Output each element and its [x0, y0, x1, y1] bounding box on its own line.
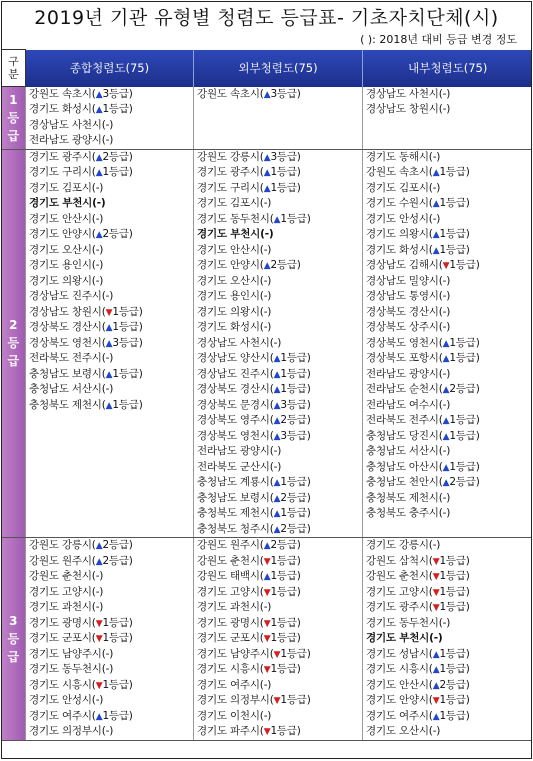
down-arrow-icon: ▼ — [263, 727, 271, 737]
list-item: 경기도 부천시(-) — [29, 197, 106, 209]
grade-section-row — [2, 149, 533, 538]
list-item: 전라남도 광양시(-) — [29, 134, 114, 146]
list-item: 강원도 춘천시(▼1등급) — [366, 570, 470, 582]
list-item: 경기도 안산시(▲2등급) — [366, 678, 470, 691]
down-arrow-icon: ▼ — [432, 572, 440, 582]
up-arrow-icon: ▲ — [105, 400, 113, 411]
grade-label-text: 1등급 — [7, 92, 20, 143]
up-arrow-icon: ▲ — [442, 431, 450, 442]
down-arrow-icon: ▼ — [105, 307, 113, 318]
list-item: 충청북도 제천시(▲1등급) — [197, 507, 311, 519]
up-arrow-icon: ▲ — [95, 168, 103, 178]
column-header-internal: 내부청렴도(75) — [363, 50, 533, 87]
list-item: 경상북도 경산시(-) — [366, 305, 451, 318]
list-item: 경기도 안양시(▼1등급) — [366, 694, 470, 706]
grade-table-page — [1, 1, 532, 759]
up-arrow-icon: ▲ — [273, 369, 281, 380]
up-arrow-icon: ▲ — [442, 385, 450, 395]
list-item: 강원도 속초시(▲1등급) — [366, 166, 470, 178]
list-item: 전라남도 광양시(-) — [197, 445, 282, 457]
down-arrow-icon: ▼ — [95, 634, 103, 644]
list-item: 충청북도 청주시(▲2등급) — [197, 522, 311, 535]
down-arrow-icon: ▼ — [273, 649, 281, 660]
list-item: 경기도 남양주시(▼1등급) — [197, 647, 311, 660]
up-arrow-icon: ▲ — [432, 649, 440, 660]
up-arrow-icon: ▲ — [263, 152, 271, 163]
list-item: 충청남도 보령시(▲1등급) — [29, 367, 143, 380]
up-arrow-icon: ▲ — [273, 524, 281, 535]
list-item: 경기도 여주시(▲1등급) — [366, 709, 470, 722]
list-item: 경기도 부천시(-) — [197, 228, 274, 240]
list-item: 전라남도 순천시(▲2등급) — [366, 383, 480, 395]
column-header-overall: 종합청렴도(75) — [26, 50, 194, 87]
list-item: 충청남도 당진시(▲1등급) — [366, 429, 480, 442]
up-arrow-icon: ▲ — [263, 572, 271, 582]
list-item: 경상남도 창원시(▼1등급) — [29, 305, 143, 318]
list-item: 경기도 안양시(▲2등급) — [197, 259, 301, 271]
list-item: 강원도 원주시(▲2등급) — [197, 539, 301, 551]
list-item: 경상북도 경산시(▲1등급) — [29, 321, 143, 333]
up-arrow-icon: ▲ — [263, 168, 271, 178]
cell-external — [194, 538, 363, 741]
list-item: 경기도 광주시(▲2등급) — [29, 150, 133, 163]
grade-label-text: 2등급 — [7, 318, 20, 369]
list-item: 경상남도 양산시(▲1등급) — [197, 352, 311, 364]
list-item: 경기도 화성시(-) — [197, 321, 272, 333]
list-item: 충청남도 아산시(▲1등급) — [366, 460, 480, 473]
list-item: 경기도 고양시(▼1등급) — [197, 585, 301, 598]
cell-internal — [363, 149, 533, 538]
up-arrow-icon: ▲ — [95, 230, 103, 240]
grade-table — [1, 49, 532, 741]
up-arrow-icon: ▲ — [442, 338, 450, 349]
up-arrow-icon: ▲ — [432, 199, 440, 209]
up-arrow-icon: ▲ — [263, 183, 271, 194]
list-item: 경기도 군포시(▼1등급) — [29, 632, 133, 644]
up-arrow-icon: ▲ — [273, 385, 281, 395]
list-item: 경기도 안산시(-) — [29, 212, 104, 225]
list-item: 경기도 안양시(▲2등급) — [29, 228, 133, 240]
column-header-external: 외부청렴도(75) — [194, 50, 363, 87]
list-item: 전라남도 광양시(-) — [366, 367, 451, 380]
list-item: 경기도 고양시(-) — [29, 585, 104, 598]
up-arrow-icon: ▲ — [442, 416, 450, 426]
list-item: 강원도 강릉시(▲2등급) — [29, 539, 133, 551]
list-item: 경기도 의왕시(▲1등급) — [366, 228, 470, 240]
list-item: 경기도 남양주시(-) — [29, 647, 114, 660]
list-item: 경기도 오산시(-) — [29, 243, 104, 256]
grade-label — [2, 87, 26, 150]
cell-internal — [363, 538, 533, 741]
list-item: 경기도 고양시(▼1등급) — [366, 585, 470, 598]
list-item: 경기도 광명시(▼1등급) — [29, 616, 133, 629]
list-item: 경상남도 진주시(-) — [29, 290, 114, 302]
list-item: 경상남도 진주시(▲1등급) — [197, 367, 311, 380]
list-item: 충청남도 천안시(▲2등급) — [366, 476, 480, 488]
up-arrow-icon: ▲ — [273, 509, 281, 519]
up-arrow-icon: ▲ — [432, 245, 440, 256]
cell-external — [194, 149, 363, 538]
up-arrow-icon: ▲ — [105, 323, 113, 333]
up-arrow-icon: ▲ — [105, 369, 113, 380]
page-subtitle: ( ): 2018년 대비 등급 변경 정도 — [360, 33, 517, 46]
list-item: 경상북도 포항시(▲1등급) — [366, 352, 480, 364]
list-item: 경기도 수원시(▲1등급) — [366, 197, 470, 209]
down-arrow-icon: ▼ — [95, 680, 103, 691]
up-arrow-icon: ▲ — [432, 680, 440, 691]
list-item: 경기도 용인시(-) — [29, 259, 104, 271]
cell-overall — [26, 149, 194, 538]
down-arrow-icon: ▼ — [263, 587, 271, 598]
list-item: 경기도 안성시(-) — [366, 212, 441, 225]
list-item: 경상북도 영주시(▲2등급) — [197, 414, 311, 426]
up-arrow-icon: ▲ — [273, 431, 281, 442]
up-arrow-icon: ▲ — [273, 493, 281, 504]
list-item: 경기도 오산시(-) — [197, 274, 272, 287]
up-arrow-icon: ▲ — [95, 541, 103, 551]
list-item: 강원도 속초시(▲3등급) — [197, 87, 301, 100]
list-item: 경기도 김포시(-) — [197, 197, 272, 209]
down-arrow-icon: ▼ — [263, 618, 271, 629]
up-arrow-icon: ▲ — [442, 354, 450, 364]
list-item: 경기도 동두천시(-) — [366, 616, 451, 629]
list-item: 전라남도 여수시(-) — [366, 398, 451, 411]
list-item: 경기도 의정부시(-) — [29, 725, 114, 737]
list-item: 경기도 여주시(▲1등급) — [29, 709, 133, 722]
grade-column-header-label: 구분 — [8, 55, 19, 81]
list-item: 경상남도 사천시(-) — [29, 118, 114, 131]
table-header-row — [2, 50, 533, 87]
up-arrow-icon: ▲ — [273, 354, 281, 364]
up-arrow-icon: ▲ — [263, 261, 271, 271]
list-item: 경상남도 통영시(-) — [366, 290, 451, 302]
up-arrow-icon: ▲ — [273, 214, 281, 225]
list-item: 경기도 화성시(▲1등급) — [29, 103, 133, 115]
list-item: 경상북도 영천시(▲3등급) — [29, 336, 143, 349]
down-arrow-icon: ▼ — [432, 587, 440, 598]
list-item: 경기도 동해시(-) — [366, 150, 441, 163]
grade-section-row — [2, 538, 533, 741]
list-item: 경기도 광주시(▼1등급) — [366, 601, 470, 613]
list-item: 경상북도 문경시(▲3등급) — [197, 398, 311, 411]
cell-internal — [363, 87, 533, 150]
list-item: 강원도 춘천시(-) — [29, 570, 104, 582]
list-item: 경기도 부천시(-) — [366, 632, 443, 644]
list-item: 경기도 안성시(-) — [29, 694, 104, 706]
up-arrow-icon: ▲ — [105, 338, 113, 349]
list-item: 경기도 시흥시(▼1등급) — [197, 663, 301, 675]
up-arrow-icon: ▲ — [432, 665, 440, 675]
list-item: 경기도 광주시(▲1등급) — [197, 166, 301, 178]
cell-overall — [26, 87, 194, 150]
up-arrow-icon: ▲ — [442, 462, 450, 473]
list-item: 경기도 군포시(▼1등급) — [197, 632, 301, 644]
up-arrow-icon: ▲ — [95, 711, 103, 722]
up-arrow-icon: ▲ — [273, 478, 281, 488]
list-item: 강원도 강릉시(▲3등급) — [197, 150, 301, 163]
list-item: 충청북도 충주시(-) — [366, 507, 451, 519]
up-arrow-icon: ▲ — [432, 711, 440, 722]
cell-overall — [26, 538, 194, 741]
list-item: 충청북도 제천시(▲1등급) — [29, 398, 143, 411]
list-item: 경기도 파주시(▼1등급) — [197, 725, 301, 737]
list-item: 경상남도 김해시(▼1등급) — [366, 259, 480, 271]
list-item: 경상북도 경산시(▲1등급) — [197, 383, 311, 395]
list-item: 경상북도 상주시(-) — [366, 321, 451, 333]
up-arrow-icon: ▲ — [442, 478, 450, 488]
list-item: 충청남도 보령시(▲2등급) — [197, 491, 311, 504]
grade-label — [2, 538, 26, 741]
list-item: 경기도 과천시(-) — [197, 601, 272, 613]
down-arrow-icon: ▼ — [263, 634, 271, 644]
list-item: 강원도 속초시(▲3등급) — [29, 87, 133, 100]
list-item: 경기도 시흥시(▼1등급) — [29, 678, 133, 691]
cell-external — [194, 87, 363, 150]
list-item: 경기도 과천시(-) — [29, 601, 104, 613]
list-item: 경기도 구리시(▲1등급) — [197, 181, 301, 194]
list-item: 경기도 동두천시(▲1등급) — [197, 212, 311, 225]
up-arrow-icon: ▲ — [95, 152, 103, 163]
list-item: 경상남도 밀양시(-) — [366, 274, 451, 287]
list-item: 경기도 성남시(▲1등급) — [366, 647, 470, 660]
up-arrow-icon: ▲ — [95, 556, 103, 567]
list-item: 경기도 이천시(-) — [197, 709, 272, 722]
list-item: 경기도 안산시(-) — [197, 243, 272, 256]
list-item: 전라북도 군산시(-) — [197, 460, 282, 473]
list-item: 경기도 의왕시(-) — [29, 274, 104, 287]
list-item: 강원도 태백시(▲1등급) — [197, 570, 301, 582]
up-arrow-icon: ▲ — [273, 400, 281, 411]
list-item: 강원도 삼척시(▼1등급) — [366, 554, 470, 567]
page-title: 2019년 기관 유형별 청렴도 등급표- 기초자치단체(시) — [34, 7, 499, 29]
up-arrow-icon: ▲ — [95, 105, 103, 115]
list-item: 경기도 동두천시(-) — [29, 663, 114, 675]
list-item: 강원도 원주시(▲2등급) — [29, 554, 133, 567]
grade-label — [2, 149, 26, 538]
down-arrow-icon: ▼ — [263, 665, 271, 675]
up-arrow-icon: ▲ — [263, 89, 271, 100]
up-arrow-icon: ▲ — [273, 416, 281, 426]
up-arrow-icon: ▲ — [432, 168, 440, 178]
list-item: 경상남도 사천시(-) — [366, 87, 451, 100]
down-arrow-icon: ▼ — [432, 603, 440, 613]
list-item: 충청북도 제천시(-) — [366, 491, 451, 504]
list-item: 충청남도 서산시(-) — [366, 445, 451, 457]
list-item: 경기도 강릉시(-) — [366, 539, 441, 551]
list-item: 전라북도 전주시(-) — [29, 352, 114, 364]
list-item: 경기도 김포시(-) — [366, 181, 441, 194]
list-item: 경상남도 창원시(-) — [366, 103, 451, 115]
list-item: 경기도 김포시(-) — [29, 181, 104, 194]
up-arrow-icon: ▲ — [263, 541, 271, 551]
down-arrow-icon: ▼ — [273, 696, 281, 706]
list-item: 경기도 의정부시(▼1등급) — [197, 694, 311, 706]
down-arrow-icon: ▼ — [432, 556, 440, 567]
grade-section-row — [2, 87, 533, 150]
grade-label-text: 3등급 — [7, 613, 20, 664]
list-item: 충청남도 계룡시(▲1등급) — [197, 476, 311, 488]
down-arrow-icon: ▼ — [442, 261, 450, 271]
list-item: 경상북도 영천시(▲3등급) — [197, 429, 311, 442]
down-arrow-icon: ▼ — [263, 556, 271, 567]
list-item: 경기도 화성시(▲1등급) — [366, 243, 470, 256]
list-item: 경기도 용인시(-) — [197, 290, 272, 302]
list-item: 경기도 의왕시(-) — [197, 305, 272, 318]
list-item: 충청남도 서산시(-) — [29, 383, 114, 395]
list-item: 경기도 여주시(-) — [197, 678, 272, 691]
up-arrow-icon: ▲ — [432, 230, 440, 240]
up-arrow-icon: ▲ — [95, 89, 103, 100]
list-item: 경기도 시흥시(▲1등급) — [366, 663, 470, 675]
list-item: 경기도 구리시(▲1등급) — [29, 166, 133, 178]
list-item: 경기도 오산시(-) — [366, 725, 441, 737]
list-item: 경기도 광명시(▼1등급) — [197, 616, 301, 629]
list-item: 경상북도 영천시(▲1등급) — [366, 336, 480, 349]
list-item: 강원도 춘천시(▼1등급) — [197, 554, 301, 567]
down-arrow-icon: ▼ — [95, 618, 103, 629]
list-item: 경상남도 사천시(-) — [197, 336, 282, 349]
grade-column-header — [2, 50, 26, 87]
down-arrow-icon: ▼ — [432, 696, 440, 706]
list-item: 전라북도 전주시(▲1등급) — [366, 414, 480, 426]
